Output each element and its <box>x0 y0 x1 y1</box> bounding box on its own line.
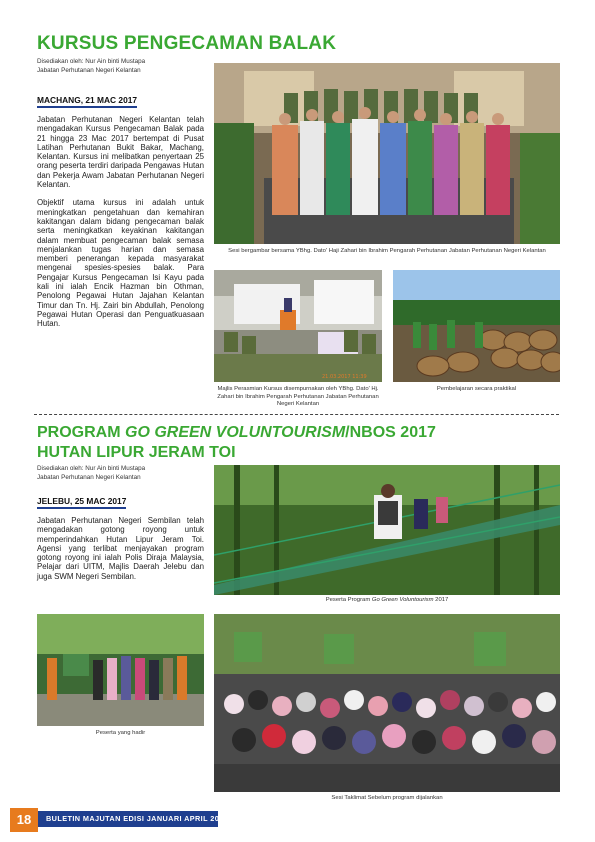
bridge-photo-image <box>214 465 560 595</box>
hall-photo-caption: Majlis Perasmian Kursus disempurnakan oleh YBhg. Dato' Hj. Zahari bin Ibrahim Pengarah Perhutanan Jabatan Perhutanan Negeri Kelantan <box>217 386 379 407</box>
section1-credit <box>37 58 207 75</box>
section1-article-body <box>37 115 204 338</box>
logs-photo-image <box>393 270 560 382</box>
briefing-photo <box>214 614 560 792</box>
bridge-caption-pre: Peserta Program <box>325 597 372 603</box>
section1-paragraph-2: Objektif utama kursus ini adalah untuk meningkatkan pengetahuan dan kemahiran kakitangan dalam bidang pengecaman balak serta meningkatkan keyakinan kakitangan dalam membuat pengecaman balak semasa menjalankan tugas harian dan semasa memberi penerangan kepada masyarakat mengenai spesies-spesies balak. Para Pengajar Kursus Pengecaman Isi Kayu pada kali ini ialah Encik Hazman bin Othman, Penolong Pegawai Hutan Jajahan Kelantan Timur dan Tn. Hj. Zairi bin Abdullah, Penolong Pegawai Hutan Operasi dan Penguatkuasaan Hutan. <box>37 198 204 329</box>
group-photo-image <box>214 63 560 244</box>
hall-photo-timestamp: 21.03.2017 11:39 <box>322 374 367 380</box>
section1-title: KURSUS PENGECAMAN BALAK <box>37 33 337 54</box>
section2-title-suffix: /NBOS 2017 <box>345 424 436 441</box>
logs-photo-caption: Pembelajaran secara praktikal <box>436 386 517 392</box>
hall-photo <box>214 270 382 382</box>
bridge-caption-italic: Go Green Voluntourism <box>371 597 434 603</box>
group-photo-caption: Sesi bergambar bersama YBhg. Dato' Haji Zahari bin Ibrahim Pengarah Perhutanan Jabatan Perhutanan Negeri Kelantan <box>228 248 546 254</box>
group-photo <box>214 63 560 244</box>
section2-paragraph-1: Jabatan Perhutanan Negeri Sembilan telah mengadakan gotong royong untuk memperindahkan Hutan Lipur Jeram Toi. Agensi yang terlibat menjayakan program gotong royong ini ialah Polis Diraja Malaysia, Pelajar dari UITM, Majlis Daerah Jelebu dan juga SWM Negeri Sembilan. <box>37 516 204 581</box>
bridge-photo <box>214 465 560 595</box>
bulletin-footer: BULETIN MAJUTAN EDISI JANUARI APRIL 2017 <box>38 811 218 827</box>
section2-title-italic: GO GREEN VOLUNTOURISM <box>125 424 346 441</box>
section2-credit <box>37 465 207 482</box>
section2-title-prefix: PROGRAM <box>37 424 125 441</box>
section1-credit-department: Jabatan Perhutanan Negeri Kelantan <box>37 66 141 74</box>
bridge-photo-caption <box>214 597 560 605</box>
section2-title <box>37 424 436 442</box>
section2-dateline: JELEBU, 25 MAC 2017 <box>37 496 126 509</box>
participants-photo-caption: Peserta yang hadir <box>95 730 146 736</box>
section2-title-line2: HUTAN LIPUR JERAM TOI <box>37 444 236 461</box>
briefing-photo-caption: Sesi Taklimat Sebelum program dijalankan <box>331 795 443 801</box>
section-divider <box>34 414 559 415</box>
page-number: 18 <box>10 808 38 832</box>
participants-photo-image <box>37 614 204 726</box>
section2-article-body <box>37 516 204 590</box>
hall-photo-image <box>214 270 382 382</box>
logs-photo <box>393 270 560 382</box>
section1-credit-author: Disediakan oleh: Nur Ain binti Mustapa <box>37 58 146 65</box>
section1-dateline: MACHANG, 21 MAC 2017 <box>37 95 137 108</box>
section2-credit-author: Disediakan oleh: Nur Ain binti Mustapa <box>37 465 146 472</box>
bridge-caption-post: 2017 <box>433 597 449 603</box>
section1-paragraph-1: Jabatan Perhutanan Negeri Kelantan telah mengadakan Kursus Pengecaman Balak pada 21 hingga 23 Mac 2017 bertempat di Pusat Latihan Perhutanan Bukit Bakar, Machang, Kelantan. Kursus ini melibatkan penyertaan 25 orang peserta terdiri daripada Pengawas Hutan dan Pekerja Awam Jabatan Perhutanan Negeri Kelantan. <box>37 115 204 190</box>
participants-photo <box>37 614 204 726</box>
section2-credit-department: Jabatan Perhutanan Negeri Kelantan <box>37 473 141 481</box>
briefing-photo-image <box>214 614 560 792</box>
